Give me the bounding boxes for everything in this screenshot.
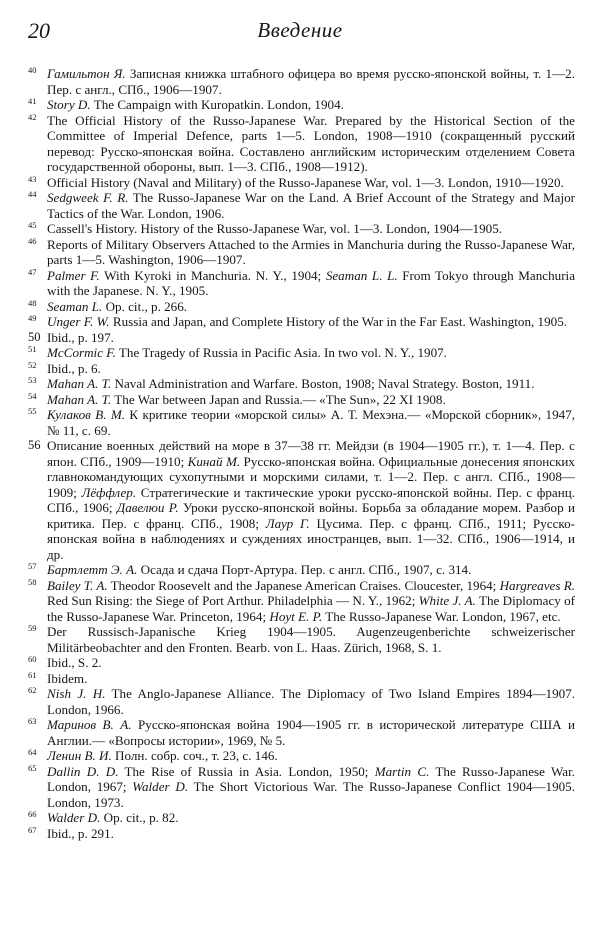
footnote-author: Бартлетт Э. А.	[47, 562, 138, 577]
footnote-text: Стратегические и тактические уроки русско-японской войны. Пер. с франц. СПб., 1906;	[47, 484, 575, 515]
footnote-number: 64	[28, 747, 37, 757]
footnote	[28, 97, 575, 113]
footnote-author: Hargreaves R.	[499, 577, 575, 593]
footnote	[28, 748, 575, 764]
footnote-author: Palmer F.	[47, 267, 100, 283]
footnote-number: 57	[28, 561, 37, 571]
footnote-number: 50	[28, 329, 41, 344]
footnote	[28, 671, 575, 687]
footnote-number: 40	[28, 65, 37, 75]
footnote	[28, 221, 575, 237]
footnote-text: With Kyroki in Manchuria. N. Y., 1904;	[99, 267, 326, 283]
footnote	[28, 717, 575, 748]
footnote-author: Story D.	[47, 97, 91, 112]
page-header	[28, 18, 572, 48]
page-number: 20	[28, 18, 50, 43]
footnote-text: К критике теории «морской силы» А. Т. Мехэна.— «Морской сборник», 1947, № 11, с. 69.	[47, 407, 575, 438]
footnote	[28, 190, 575, 221]
footnote-author: Ленин В. И.	[47, 748, 112, 763]
footnote-number: 63	[28, 716, 37, 726]
footnote	[28, 407, 575, 438]
footnote-text: Записная книжка штабного офицера во время русско-японской войны, т. 1—2. Пер. с англ., СПб., 1906—1907.	[47, 66, 576, 97]
footnote-text: Осада и сдача Порт-Артура. Пер. с англ. СПб., 1907, с. 314.	[137, 562, 472, 577]
footnote-text: The Official History of the Russo-Japanese War. Prepared by the Historical Section of the Committee of Imperial Defence, parts 1—5. London, 1908—1910 (сокращенный русский перевод: Русско-японская война. Составлено английским историческим отделением Совета государственной обороны, вып. 1—3. СПб., 1908—1912).	[47, 112, 575, 174]
footnote-text: Русско-японская война. Официальные донесения японских главнокомандующих сухопутными и морскими силами, т. 1—2. Пер. с англ. СПб., 1908—1909;	[47, 453, 575, 500]
footnote-number: 44	[28, 189, 37, 199]
footnote-number: 41	[28, 96, 37, 106]
footnote-text: Ibid., p. 6.	[47, 360, 101, 376]
footnote	[28, 655, 575, 671]
footnote-text: Уроки русско-японской войны. Борьба за обладание морем. Разбор и критика. Пер. с франц. СПб., 1908;	[47, 500, 575, 531]
footnote-author: Walder D.	[47, 810, 101, 825]
footnote-text: The Campaign with Kuropatkin. London, 1904.	[90, 97, 344, 112]
footnote-text: Russia and Japan, and Complete History of the War in the Far East. Washington, 1905.	[109, 314, 568, 329]
footnote-text: Op. cit., p. 266.	[102, 298, 188, 314]
footnote-number: 55	[28, 406, 37, 416]
footnote-author: McCormic F.	[47, 345, 116, 360]
footnote-text: Ibidem.	[47, 670, 88, 686]
footnote	[28, 810, 575, 826]
footnote-author: Гамильтон Я.	[47, 66, 126, 81]
footnote-number: 43	[28, 173, 37, 184]
footnote-text: Der Russisch-Japanische Krieg 1904—1905. Augenzeugenberichte schweizerischer Militärbeobachter and den Fronten. Bearb. von L. Haas. Zürich, 1968, S. 1.	[47, 624, 575, 655]
footnote	[28, 314, 575, 330]
footnote	[28, 299, 575, 315]
footnote-number: 52	[28, 359, 37, 370]
footnote-number: 58	[28, 576, 37, 587]
footnote-number: 67	[28, 824, 37, 835]
footnote	[28, 66, 575, 97]
footnote-text: Ibid., p. 197.	[47, 329, 114, 345]
footnote	[28, 268, 575, 299]
footnote-text: Ibid., S. 2.	[47, 655, 102, 670]
running-title: Введение	[257, 18, 343, 42]
footnote-number: 59	[28, 623, 37, 633]
footnote-author: Seaman L.	[47, 298, 103, 314]
footnote-number: 46	[28, 235, 37, 246]
footnote	[28, 764, 575, 811]
footnote	[28, 826, 575, 842]
footnote-text: Naval Administration and Warfare. Boston, 1908; Naval Strategy. Boston, 1911.	[111, 376, 535, 391]
footnote	[28, 237, 575, 268]
footnote	[28, 376, 575, 392]
footnote	[28, 578, 575, 625]
footnote	[28, 438, 575, 562]
footnote-text: Op. cit., p. 82.	[100, 810, 179, 825]
footnote-author: Bailey T. A.	[47, 577, 108, 593]
footnote-text: Русско-японская война 1904—1905 гг. в исторической литературе США и Англии.— «Вопросы истории», 1969, № 5.	[47, 717, 575, 748]
footnote-number: 60	[28, 654, 37, 664]
footnote-text: The Russo-Japanese War. London, 1967;	[47, 763, 575, 794]
footnote-author: Seaman L. L.	[325, 267, 398, 283]
footnote-number: 62	[28, 685, 37, 695]
footnote-author: Sedgweek F. R.	[47, 190, 129, 205]
footnote-author: Unger F. W.	[47, 314, 110, 329]
footnote-number: 53	[28, 375, 37, 385]
footnote-text: The Short Victorious War. The Russo-Japanese Conflict 1904—1905. London, 1973.	[47, 779, 575, 810]
footnote-number: 56	[28, 438, 41, 452]
footnote	[28, 361, 575, 377]
footnote-author: Dallin D. D.	[47, 763, 119, 779]
footnote-text: The War between Japan and Russia.— «The Sun», 22 XI 1908.	[111, 391, 446, 407]
footnote-author: Лёффлер.	[81, 484, 137, 500]
footnote-text: The Anglo-Japanese Alliance. The Diplomacy of Two Island Empires 1894—1907. London, 1966.	[47, 686, 576, 717]
footnote-number: 48	[28, 297, 37, 308]
footnote-author: Mahan A. T.	[47, 376, 112, 391]
footnote-text: Red Sun Rising: the Siege of Port Arthur. Philadelphia — N. Y., 1962;	[47, 593, 419, 608]
footnote	[28, 392, 575, 408]
footnote	[28, 330, 575, 346]
footnote	[28, 624, 575, 655]
footnote-number: 54	[28, 390, 37, 401]
footnote-number: 42	[28, 111, 37, 122]
footnote-text: Theodor Roosevelt and the Japanese American Craises. Cloucester, 1964;	[107, 577, 500, 593]
footnote-number: 45	[28, 220, 37, 230]
footnote-author: White J. A.	[418, 593, 476, 608]
footnote-text: Official History (Naval and Military) of the Russo-Japanese War, vol. 1—3. London, 1910—1920.	[47, 174, 564, 190]
footnote	[28, 562, 575, 578]
footnote-number: 66	[28, 809, 37, 819]
footnote-text: Полн. собр. соч., т. 23, с. 146.	[111, 748, 278, 763]
footnote-number: 47	[28, 266, 37, 277]
footnotes-list	[28, 66, 575, 841]
footnote-author: Hoyt E. P.	[269, 608, 323, 624]
footnote-text: The Russo-Japanese War on the Land. A Brief Account of the Strategy and Major Tactics of the War. London, 1906.	[47, 190, 575, 221]
footnote-author: Nish J. H.	[47, 686, 106, 701]
footnote	[28, 686, 575, 717]
footnote-number: 65	[28, 762, 37, 773]
footnote-text: The Russo-Japanese War. London, 1967, etc.	[322, 608, 561, 624]
footnote-text: The Rise of Russia in Asia. London, 1950;	[118, 763, 375, 779]
footnote-text: Reports of Military Observers Attached to the Armies in Manchuria during the Russo-Japanese War, parts 1—5. Washington, 1906—1907.	[47, 236, 575, 267]
footnote-text: Cassell's History. History of the Russo-Japanese War, vol. 1—3. London, 1904—1905.	[47, 221, 503, 236]
footnote-author: Кинай М.	[187, 453, 241, 469]
footnote-text: The Diplomacy of the Russo-Japanese War. Princeton, 1964;	[47, 593, 575, 624]
footnote-author: Walder D.	[132, 779, 189, 794]
footnote-author: Давелюи Р.	[116, 500, 179, 515]
footnote-number: 51	[28, 344, 37, 354]
footnote-number: 49	[28, 313, 37, 323]
footnote	[28, 345, 575, 361]
footnote-author: Лаур Г.	[265, 515, 310, 531]
footnote-author: Mahan A. T.	[47, 391, 112, 407]
footnote-text: The Tragedy of Russia in Pacific Asia. In two vol. N. Y., 1907.	[115, 345, 447, 360]
footnote-author: Маринов В. А.	[47, 717, 132, 732]
footnote-number: 61	[28, 669, 37, 680]
footnote	[28, 113, 575, 175]
footnote-text: Ibid., p. 291.	[47, 825, 114, 841]
footnote-text: From Tokyo through Manchuria with the Japanese. N. Y., 1905.	[47, 267, 576, 298]
footnote-author: Martin C.	[374, 763, 430, 779]
footnote-text: Цусима. Пер. с франц. СПб., 1911; Русско-японская война в наблюдениях и суждениях иностранцев, вып. 1—32. СПб., 1906—1914, и др.	[47, 515, 575, 562]
footnote-author: Кулаков В. М.	[47, 407, 126, 422]
footnote	[28, 175, 575, 191]
footnote-text: Описание военных действий на море в 37—38 гг. Мейдзи (в 1904—1905 гг.), т. 1—4. Пер. с япон. СПб., 1909—1910;	[47, 438, 575, 469]
